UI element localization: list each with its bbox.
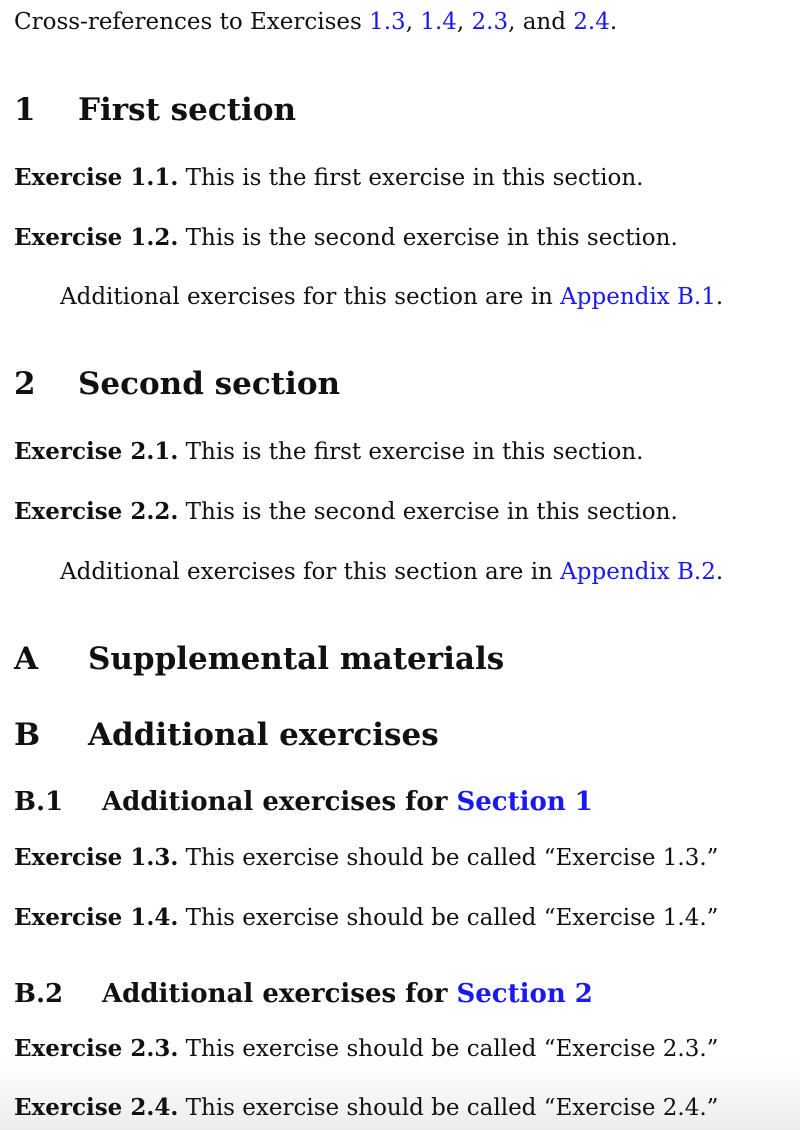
section-title: Second section: [78, 366, 341, 402]
ref-link[interactable]: 2.3: [471, 9, 509, 35]
note-text: Additional exercises for this section are in: [60, 284, 561, 310]
exercise-label: Exercise 1.3.: [14, 844, 179, 871]
exercise-text: This is the first exercise in this section.: [185, 165, 644, 191]
appendix-title: Additional exercises: [88, 717, 439, 753]
note: [60, 282, 723, 312]
subsection-heading: [14, 785, 593, 819]
appendix-link[interactable]: Appendix B.1: [560, 284, 716, 310]
subsection-title: Additional exercises for: [102, 979, 457, 1009]
exercise: [14, 1093, 718, 1123]
section-title: First section: [78, 92, 297, 128]
exercise-text: This is the second exercise in this section.: [185, 499, 678, 525]
exercise-label: Exercise 2.1.: [14, 438, 179, 465]
exercise-text: This exercise should be called “Exercise 1.3.”: [185, 845, 719, 871]
section-link[interactable]: Section 2: [456, 979, 593, 1009]
note: [60, 557, 723, 587]
section-link[interactable]: Section 1: [456, 787, 593, 817]
exercise-text: This exercise should be called “Exercise 2.4.”: [185, 1095, 719, 1121]
appendix-heading: [14, 639, 504, 679]
exercise: [14, 1034, 718, 1064]
exercise-label: Exercise 2.2.: [14, 498, 179, 525]
appendix-letter: A: [14, 641, 39, 677]
appendix-link[interactable]: Appendix B.2: [560, 559, 716, 585]
exercise-label: Exercise 1.4.: [14, 904, 179, 931]
sep: .: [609, 9, 618, 35]
section-number: 2: [14, 366, 36, 402]
exercise-label: Exercise 2.3.: [14, 1035, 179, 1062]
exercise-text: This is the first exercise in this section.: [185, 439, 644, 465]
exercise: [14, 843, 718, 873]
ref-link[interactable]: 1.4: [420, 9, 457, 35]
section-heading: [14, 90, 296, 130]
exercise: [14, 903, 718, 933]
exercise-label: Exercise 1.1.: [14, 164, 179, 191]
ref-link[interactable]: 2.4: [573, 9, 610, 35]
exercise: [14, 223, 678, 253]
exercise: [14, 163, 643, 193]
note-end: .: [715, 559, 724, 585]
sep: ,: [456, 9, 472, 35]
exercise: [14, 437, 643, 467]
subsection-heading: [14, 977, 593, 1011]
exercise: [14, 497, 678, 527]
note-text: Additional exercises for this section are in: [60, 559, 561, 585]
section-number: 1: [14, 92, 36, 128]
exercise-label: Exercise 1.2.: [14, 224, 179, 251]
subsection-number: B.2: [14, 979, 64, 1009]
sep: ,: [405, 9, 421, 35]
intro-line: [14, 7, 617, 37]
subsection-number: B.1: [14, 787, 64, 817]
sep: , and: [508, 9, 574, 35]
exercise-text: This is the second exercise in this section.: [185, 225, 678, 251]
appendix-title: Supplemental materials: [88, 641, 505, 677]
section-heading: [14, 364, 340, 404]
appendix-letter: B: [14, 717, 41, 753]
exercise-text: This exercise should be called “Exercise 2.3.”: [185, 1036, 719, 1062]
exercise-text: This exercise should be called “Exercise 1.4.”: [185, 905, 719, 931]
appendix-heading: [14, 715, 439, 755]
note-end: .: [715, 284, 724, 310]
ref-link[interactable]: 1.3: [369, 9, 406, 35]
intro-text: Cross-references to Exercises: [14, 9, 370, 35]
subsection-title: Additional exercises for: [102, 787, 457, 817]
exercise-label: Exercise 2.4.: [14, 1094, 179, 1121]
